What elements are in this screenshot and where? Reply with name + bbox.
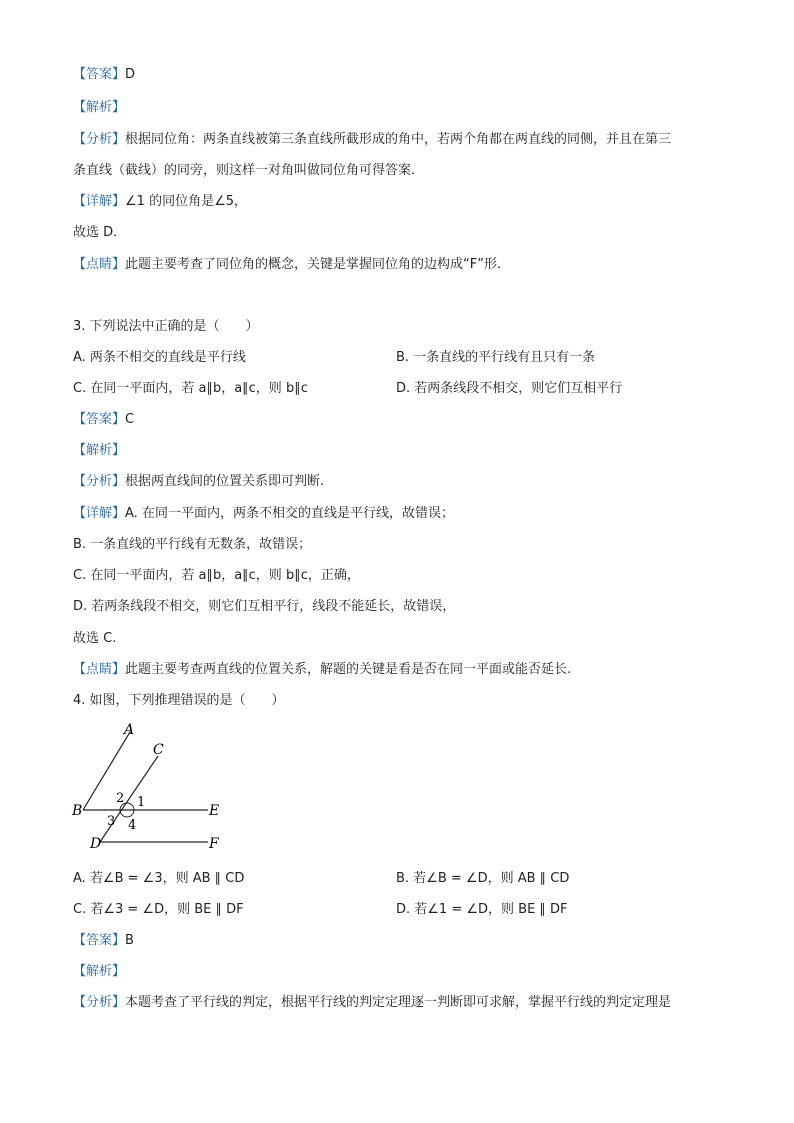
- q2-analysis-tag: [73, 99, 125, 117]
- fenxi-text: 根据两直线间的位置关系即可判断.: [125, 474, 325, 489]
- fenxi-tag: 【分析】: [73, 132, 126, 147]
- q3-stem: 3. 下列说法中正确的是（ ）: [73, 319, 259, 334]
- label-angle-2: 2: [116, 791, 125, 806]
- q2-detail-line-2: 故选 D．: [73, 225, 127, 240]
- q2-fenxi-line-2: 条直线（截线）的同旁，则这样一对角叫做同位角可得答案．: [73, 163, 425, 178]
- q3-detail-line-2: B. 一条直线的平行线有无数条，故错误；: [73, 537, 312, 552]
- q3-fenxi-line: [73, 473, 324, 491]
- detail-tag: 【详解】: [73, 506, 126, 521]
- label-b: B: [72, 803, 83, 819]
- q3-option-d: D. 若两条线段不相交，则它们互相平行: [396, 381, 623, 396]
- q3-detail-line-4: D. 若两条线段不相交，则它们互相平行，线段不能延长，故错误，: [73, 599, 456, 614]
- q4-answer-line: [73, 932, 134, 950]
- q3-option-b: B. 一条直线的平行线有且只有一条: [396, 350, 596, 365]
- q3-option-c: C. 在同一平面内，若 a∥b，a∥c，则 b∥c: [73, 381, 308, 396]
- q4-option-c: C. 若∠3 = ∠D，则 BE ∥ DF: [73, 902, 244, 917]
- comment-text: 此题主要考查了同位角的概念，关键是掌握同位角的边构成“F”形．: [125, 257, 510, 272]
- label-d: D: [90, 836, 102, 852]
- detail-text: A. 在同一平面内，两条不相交的直线是平行线，故错误；: [125, 506, 454, 521]
- q4-option-b: B. 若∠B = ∠D，则 AB ∥ CD: [396, 871, 570, 886]
- q3-detail-line-1: [73, 505, 454, 523]
- fenxi-text: 根据同位角：两条直线被第三条直线所截形成的角中，若两个角都在两直线的同侧，并且在第三: [125, 132, 672, 147]
- label-a: A: [124, 722, 135, 738]
- label-e: E: [209, 803, 220, 819]
- q4-analysis-tag: [73, 963, 125, 981]
- answer-value: C: [125, 412, 135, 427]
- label-angle-4: 4: [128, 818, 137, 833]
- answer-value: D: [125, 67, 136, 82]
- q2-answer-line: [73, 66, 135, 84]
- q4-fenxi-line: [73, 994, 671, 1012]
- q4-stem: 4. 如图，下列推理错误的是（ ）: [73, 693, 285, 708]
- detail-tag: 【详解】: [73, 194, 126, 209]
- q3-comment-line: [73, 661, 571, 679]
- q2-fenxi-line-1: [73, 131, 671, 149]
- geometry-figure: [60, 718, 240, 858]
- answer-value: B: [125, 933, 134, 948]
- q4-option-a: A. 若∠B = ∠3，则 AB ∥ CD: [73, 871, 245, 886]
- q3-detail-line-3: C. 在同一平面内，若 a∥b，a∥c，则 b∥c，正确，: [73, 568, 360, 583]
- answer-tag: 【答案】: [73, 67, 126, 82]
- analysis-tag: 【解析】: [73, 100, 126, 115]
- detail-text: ∠1 的同位角是∠5，: [125, 194, 247, 209]
- q4-option-d: D. 若∠1 = ∠D，则 BE ∥ DF: [396, 902, 568, 917]
- analysis-tag: 【解析】: [73, 964, 126, 979]
- comment-text: 此题主要考查两直线的位置关系，解题的关键是看是否在同一平面或能否延长.: [125, 662, 572, 677]
- q3-answer-line: [73, 411, 134, 429]
- analysis-tag: 【解析】: [73, 443, 126, 458]
- fenxi-tag: 【分析】: [73, 474, 126, 489]
- comment-tag: 【点睛】: [73, 257, 126, 272]
- label-f: F: [209, 836, 219, 852]
- label-angle-1: 1: [137, 795, 146, 810]
- label-c: C: [153, 742, 164, 758]
- q2-detail-line-1: [73, 193, 247, 211]
- answer-tag: 【答案】: [73, 412, 126, 427]
- q3-analysis-tag: [73, 442, 125, 460]
- answer-tag: 【答案】: [73, 933, 126, 948]
- fenxi-text: 本题考查了平行线的判定，根据平行线的判定定理逐一判断即可求解，掌握平行线的判定定理是: [125, 995, 672, 1010]
- fenxi-tag: 【分析】: [73, 995, 126, 1010]
- q3-detail-line-5: 故选 C.: [73, 631, 117, 646]
- comment-tag: 【点睛】: [73, 662, 126, 677]
- q2-comment-line: [73, 256, 510, 274]
- label-angle-3: 3: [107, 814, 116, 829]
- q3-option-a: A. 两条不相交的直线是平行线: [73, 350, 246, 365]
